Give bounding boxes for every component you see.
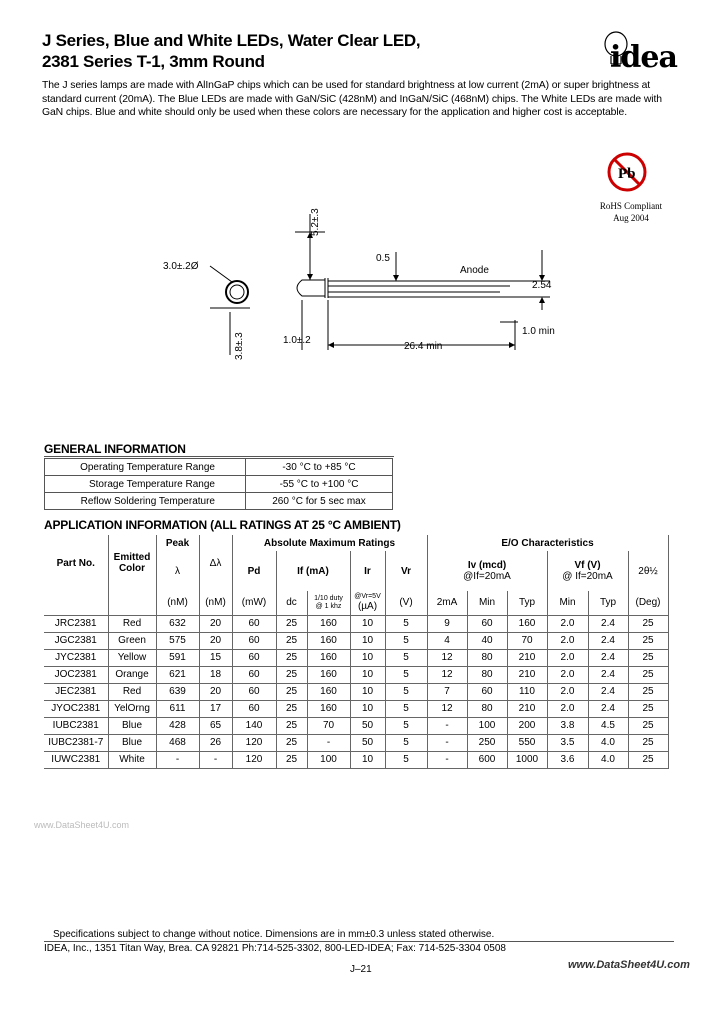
table-cell: 160 — [307, 615, 350, 632]
table-cell: 70 — [507, 632, 547, 649]
table-cell: 50 — [350, 734, 385, 751]
table-cell: 5 — [385, 649, 427, 666]
table-cell: 25 — [628, 649, 668, 666]
led-side-body — [297, 280, 325, 296]
table-cell: 250 — [467, 734, 507, 751]
application-heading: APPLICATION INFORMATION (ALL RATINGS AT 25 °C AMBIENT) — [44, 518, 401, 532]
table-cell: 5 — [385, 717, 427, 734]
table-cell: 80 — [467, 666, 507, 683]
table-cell: 80 — [467, 700, 507, 717]
table-cell: YelOrng — [108, 700, 156, 717]
table-cell: Blue — [108, 734, 156, 751]
table-cell: 20 — [199, 683, 232, 700]
table-cell: JGC2381 — [44, 632, 108, 649]
table-cell: 2.0 — [547, 615, 588, 632]
table-cell: 550 — [507, 734, 547, 751]
table-cell: 3.6 — [547, 751, 588, 768]
table-cell: 25 — [276, 751, 307, 768]
table-cell: 26 — [199, 734, 232, 751]
table-cell: 160 — [307, 700, 350, 717]
table-row — [44, 751, 668, 768]
table-cell: Red — [108, 683, 156, 700]
unit-mw: (mW) — [232, 591, 276, 615]
table-cell: - — [427, 717, 467, 734]
dim-min-length: 1.0 min — [522, 326, 555, 337]
unit-v: (V) — [385, 591, 427, 615]
table-cell: 2.4 — [588, 615, 628, 632]
dim-body: 3.8±.3 — [234, 332, 245, 360]
table-cell: 591 — [156, 649, 199, 666]
pb-symbol: Pb — [618, 166, 636, 182]
header-iv: Iv (mcd) — [467, 560, 507, 571]
dim-pitch: 2.54 — [532, 280, 552, 291]
table-cell: 10 — [350, 700, 385, 717]
table-cell: JRC2381 — [44, 615, 108, 632]
header-emit: Emitted Color — [108, 535, 156, 591]
unit-nm-2: (nM) — [199, 591, 232, 615]
table-cell: 4.0 — [588, 751, 628, 768]
table-cell: JEC2381 — [44, 683, 108, 700]
table-row: Operating Temperature Range -30 °C to +85 °C — [45, 459, 393, 476]
table-cell: 2.4 — [588, 666, 628, 683]
table-cell: 60 — [232, 615, 276, 632]
table-cell: IUWC2381 — [44, 751, 108, 768]
table-cell: 10 — [350, 751, 385, 768]
table-cell: 2.0 — [547, 632, 588, 649]
table-cell: 50 — [350, 717, 385, 734]
table-cell: Green — [108, 632, 156, 649]
title-line-2: 2381 Series T-1, 3mm Round — [42, 52, 265, 71]
table-cell: 210 — [507, 666, 547, 683]
table-cell: 5 — [385, 666, 427, 683]
dimension-drawing — [150, 200, 570, 370]
table-cell: 60 — [232, 649, 276, 666]
table-cell: 15 — [199, 649, 232, 666]
table-cell: JYC2381 — [44, 649, 108, 666]
table-row — [44, 666, 668, 683]
header-vf-cond: @ If=20mA — [562, 571, 613, 582]
general-heading: GENERAL INFORMATION — [44, 442, 186, 456]
table-cell: 600 — [467, 751, 507, 768]
header-pd: Pd — [232, 551, 276, 591]
table-cell: White — [108, 751, 156, 768]
table-cell: 2.4 — [588, 683, 628, 700]
dim-diameter: 3.0±.2Ø — [163, 261, 199, 272]
unit-vf-typ: Typ — [588, 591, 628, 615]
table-cell: 3.5 — [547, 734, 588, 751]
table-row — [44, 649, 668, 666]
table-cell: 25 — [276, 700, 307, 717]
header-iv-cond: @If=20mA — [463, 571, 511, 582]
anode-label: Anode — [460, 265, 489, 276]
table-row — [44, 632, 668, 649]
datasheet-link[interactable]: www.DataSheet4U.com — [568, 959, 690, 971]
table-cell: 4 — [427, 632, 467, 649]
table-cell: 20 — [199, 615, 232, 632]
table-cell: 9 — [427, 615, 467, 632]
table-cell: 4.0 — [588, 734, 628, 751]
table-cell: 3.8 — [547, 717, 588, 734]
unit-pulse-2: @ 1 khz — [315, 602, 342, 610]
footer-address: IDEA, Inc., 1351 Titan Way, Brea. CA 92821 Ph:714-525-3302, 800-LED-IDEA; Fax: 714-525-3304 0508 — [44, 943, 506, 954]
page-number: J–21 — [350, 964, 372, 975]
table-cell: 20 — [199, 632, 232, 649]
table-cell: JOC2381 — [44, 666, 108, 683]
table-cell: 60 — [467, 683, 507, 700]
table-cell: 160 — [307, 649, 350, 666]
application-table — [44, 535, 669, 769]
table-cell: 632 — [156, 615, 199, 632]
table-row — [44, 700, 668, 717]
table-cell: 25 — [276, 666, 307, 683]
footer-note: Specifications subject to change without notice. Dimensions are in mm±0.3 unless stated otherwise. — [53, 929, 495, 940]
table-cell: 160 — [307, 632, 350, 649]
table-cell: 1000 — [507, 751, 547, 768]
table-cell: 7 — [427, 683, 467, 700]
unit-vf-min: Min — [547, 591, 588, 615]
table-cell: - — [307, 734, 350, 751]
table-cell: 100 — [467, 717, 507, 734]
unit-vr-1: @Vr=5V — [354, 593, 381, 601]
intro-paragraph: The J series lamps are made with AlInGaP chips which can be used for standard brightness at low current (2mA) or super brightness at standard current (20mA). The Blue LEDs are made with GaN/SiC (428nM) and InGaN/SiC (468nM) chips. The White LEDs are made with GaN chips. Blue and white should only be used when these colors are necessary for the application and higher cost is acceptable. — [42, 80, 662, 118]
table-cell: 2.4 — [588, 649, 628, 666]
table-row — [44, 615, 668, 632]
unit-2ma: 2mA — [427, 591, 467, 615]
table-cell: 210 — [507, 649, 547, 666]
table-cell: 5 — [385, 734, 427, 751]
unit-nm: (nM) — [156, 591, 199, 615]
unit-dc: dc — [276, 591, 307, 615]
table-cell: 12 — [427, 649, 467, 666]
table-cell: 100 — [307, 751, 350, 768]
table-cell: 5 — [385, 632, 427, 649]
led-front-circle — [226, 281, 248, 303]
table-cell: 4.5 — [588, 717, 628, 734]
table-cell: 611 — [156, 700, 199, 717]
unit-iv-min: Min — [467, 591, 507, 615]
header-vf: Vf (V) — [574, 560, 601, 571]
table-cell: 25 — [276, 683, 307, 700]
table-cell: 5 — [385, 615, 427, 632]
table-cell: 25 — [276, 734, 307, 751]
table-cell: 639 — [156, 683, 199, 700]
unit-vr-2: (µA) — [357, 601, 378, 613]
dim-flange: 1.0±.2 — [283, 335, 311, 346]
table-cell: 70 — [307, 717, 350, 734]
table-cell: Blue — [108, 717, 156, 734]
table-cell: 80 — [467, 649, 507, 666]
table-cell: IUBC2381-7 — [44, 734, 108, 751]
table-cell: 2.0 — [547, 649, 588, 666]
watermark-text: www.DataSheet4U.com — [34, 820, 130, 830]
table-cell: 120 — [232, 751, 276, 768]
table-cell: 160 — [307, 666, 350, 683]
table-cell: - — [427, 751, 467, 768]
table-cell: 25 — [628, 615, 668, 632]
table-cell: 12 — [427, 700, 467, 717]
header-amr: Absolute Maximum Ratings — [232, 535, 427, 551]
led-front-inner — [230, 285, 244, 299]
table-row: Storage Temperature Range -55 °C to +100 °C — [45, 476, 393, 493]
table-cell: 160 — [507, 615, 547, 632]
table-cell: 12 — [427, 666, 467, 683]
table-cell: 10 — [350, 683, 385, 700]
table-cell: 210 — [507, 700, 547, 717]
rohs-badge — [596, 150, 666, 230]
table-cell: Red — [108, 615, 156, 632]
table-row — [44, 717, 668, 734]
header-delta-lambda: Δλ — [199, 535, 232, 591]
dim-lead-width: 0.5 — [376, 253, 390, 264]
no-lead-icon — [596, 150, 666, 200]
table-cell: 25 — [628, 751, 668, 768]
table-cell: 468 — [156, 734, 199, 751]
header-vr: Vr — [385, 551, 427, 591]
table-cell: 160 — [307, 683, 350, 700]
table-cell: 5 — [385, 751, 427, 768]
header-eo: E/O Characteristics — [427, 535, 668, 551]
table-cell: 140 — [232, 717, 276, 734]
table-cell: 40 — [467, 632, 507, 649]
table-cell: 200 — [507, 717, 547, 734]
table-cell: 25 — [276, 649, 307, 666]
table-cell: 60 — [467, 615, 507, 632]
table-cell: 17 — [199, 700, 232, 717]
table-cell: 25 — [276, 632, 307, 649]
table-cell: 25 — [276, 717, 307, 734]
table-cell: 25 — [628, 683, 668, 700]
table-cell: 25 — [628, 700, 668, 717]
table-cell: 2.0 — [547, 700, 588, 717]
unit-deg: (Deg) — [628, 591, 668, 615]
table-cell: IUBC2381 — [44, 717, 108, 734]
table-cell: 2.4 — [588, 700, 628, 717]
table-cell: 60 — [232, 666, 276, 683]
table-cell: 65 — [199, 717, 232, 734]
title-line-1: J Series, Blue and White LEDs, Water Clear LED, — [42, 31, 421, 50]
table-cell: 25 — [628, 632, 668, 649]
table-cell: 5 — [385, 683, 427, 700]
header-theta: 2θ½ — [628, 551, 668, 591]
unit-iv-typ: Typ — [507, 591, 547, 615]
header-ir: Ir — [350, 551, 385, 591]
table-row — [44, 683, 668, 700]
table-cell: Orange — [108, 666, 156, 683]
table-cell: 110 — [507, 683, 547, 700]
table-cell: 10 — [350, 666, 385, 683]
table-cell: 60 — [232, 700, 276, 717]
table-cell: 5 — [385, 700, 427, 717]
dim-lead-length: 26.4 min — [404, 341, 443, 352]
document-title — [42, 30, 420, 72]
table-cell: 10 — [350, 615, 385, 632]
rohs-line-2: Aug 2004 — [613, 213, 649, 223]
idea-logo — [598, 30, 678, 76]
table-cell: 25 — [628, 734, 668, 751]
table-row: Reflow Soldering Temperature 260 °C for 5 sec max — [45, 493, 393, 510]
table-cell: 25 — [628, 666, 668, 683]
table-cell: 60 — [232, 632, 276, 649]
logo-text: idea — [610, 40, 677, 75]
table-cell: 10 — [350, 632, 385, 649]
dia-leader — [210, 266, 232, 282]
table-cell: 120 — [232, 734, 276, 751]
header-peak: Peak — [156, 535, 199, 551]
header-if: If (mA) — [276, 551, 350, 591]
table-cell: 10 — [350, 649, 385, 666]
table-cell: 2.0 — [547, 666, 588, 683]
table-cell: Yellow — [108, 649, 156, 666]
table-cell: 575 — [156, 632, 199, 649]
table-cell: 25 — [276, 615, 307, 632]
table-cell: 621 — [156, 666, 199, 683]
table-cell: 2.4 — [588, 632, 628, 649]
table-cell: 60 — [232, 683, 276, 700]
table-cell: 25 — [628, 717, 668, 734]
table-cell: - — [427, 734, 467, 751]
table-cell: - — [199, 751, 232, 768]
table-row — [44, 734, 668, 751]
rohs-line-1: RoHS Compliant — [599, 201, 663, 211]
table-cell: - — [156, 751, 199, 768]
table-cell: 18 — [199, 666, 232, 683]
table-cell: JYOC2381 — [44, 700, 108, 717]
general-table — [44, 458, 393, 510]
table-cell: 2.0 — [547, 683, 588, 700]
table-cell: 428 — [156, 717, 199, 734]
dim-height: 5.2±.3 — [310, 208, 321, 236]
header-part: Part No. — [44, 535, 108, 591]
unit-pulse-1: 1/10 duty — [314, 594, 343, 602]
header-lambda: λ — [156, 551, 199, 591]
